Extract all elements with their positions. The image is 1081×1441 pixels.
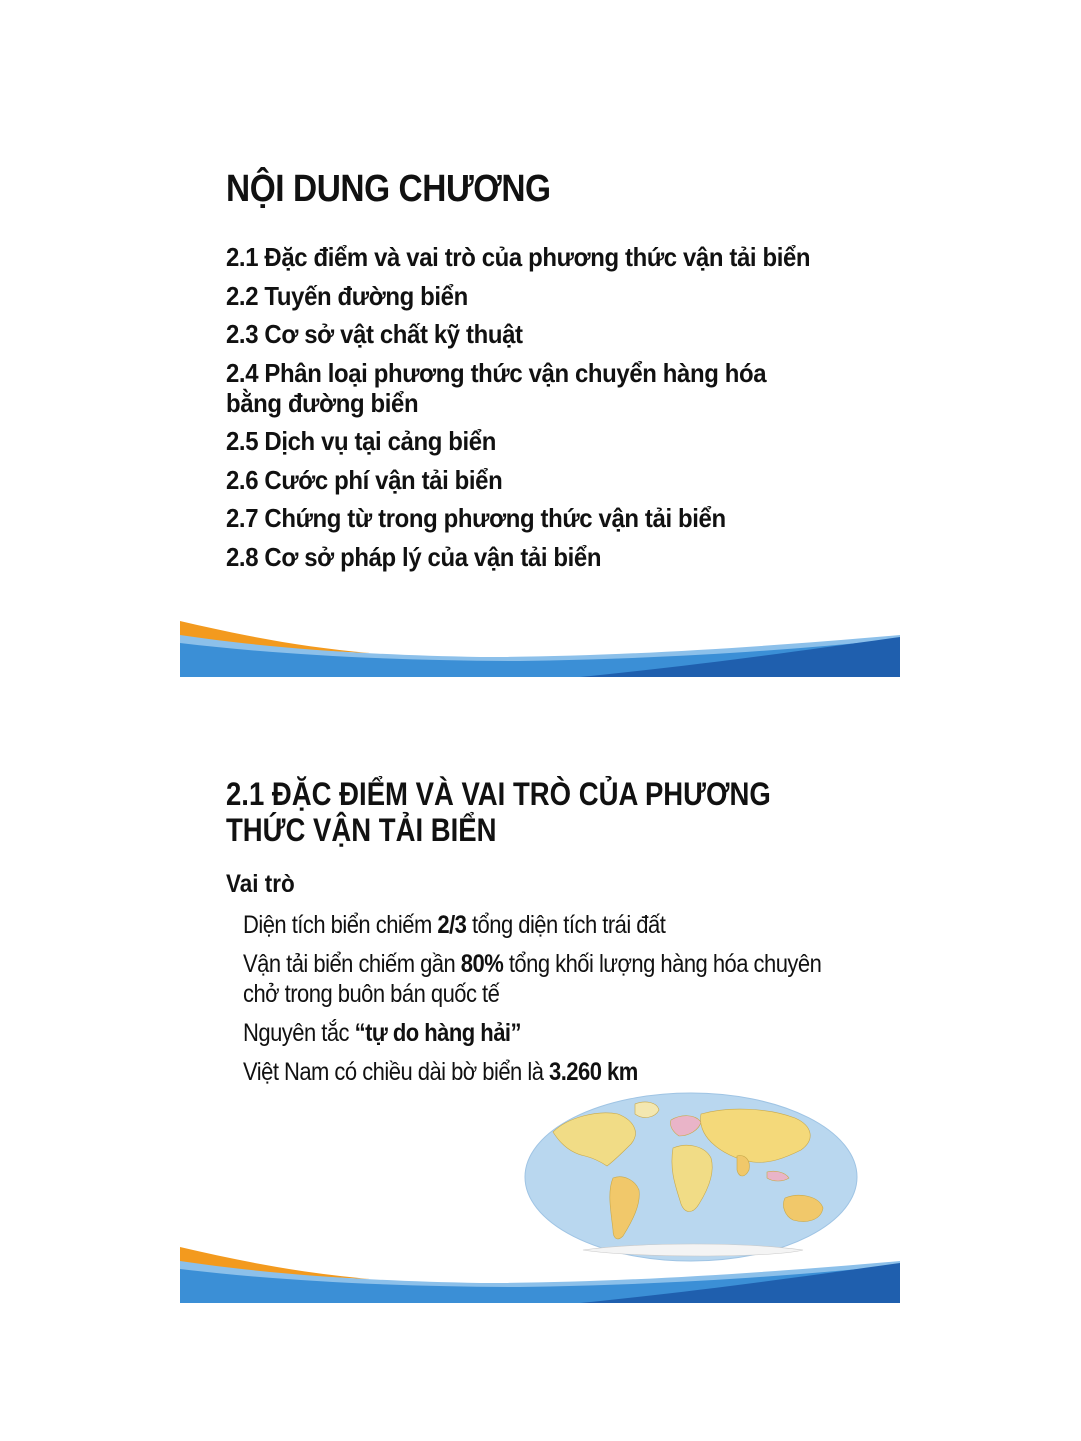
toc-item: 2.1 Đặc điểm và vai trò của phương thức vận tải biển xyxy=(226,242,811,272)
bullet-list xyxy=(243,910,883,1096)
toc-item: 2.2 Tuyến đường biển xyxy=(226,280,468,311)
subheading: Vai trò xyxy=(226,870,295,898)
footer-wave-decoration xyxy=(180,621,900,677)
bullet-item: Nguyên tắc “tự do hàng hải” xyxy=(243,1019,521,1047)
toc-item: 2.4 Phân loại phương thức vận chuyển hàng hóa bằng đường biển xyxy=(226,357,767,418)
toc-item: 2.7 Chứng từ trong phương thức vận tải biển xyxy=(226,503,726,533)
toc-item: 2.6 Cước phí vận tải biển xyxy=(226,464,503,495)
world-map-icon xyxy=(523,1092,860,1262)
toc-item: 2.8 Cơ sở pháp lý của vận tải biển xyxy=(226,541,602,572)
toc-item: 2.3 Cơ sở vật chất kỹ thuật xyxy=(226,319,523,349)
footer-wave-decoration xyxy=(180,1247,900,1303)
bullet-item: Vận tải biển chiếm gần 80% tổng khối lượng hàng hóa chuyên chở trong buôn bán quốc tế xyxy=(243,950,822,1008)
slide-section-2-1 xyxy=(180,770,900,1303)
slide-title: NỘI DUNG CHƯƠNG xyxy=(226,168,551,210)
bullet-item: Việt Nam có chiều dài bờ biển là 3.260 km xyxy=(243,1058,638,1086)
slide-title: 2.1 ĐẶC ĐIỂM VÀ VAI TRÒ CỦA PHƯƠNG THỨC VẬN TẢI BIỂN xyxy=(226,776,771,848)
toc-list xyxy=(226,242,866,580)
toc-item: 2.5 Dịch vụ tại cảng biển xyxy=(226,426,496,456)
slide-table-of-contents xyxy=(180,150,900,677)
bullet-item: Diện tích biển chiếm 2/3 tổng diện tích trái đất xyxy=(243,911,666,939)
